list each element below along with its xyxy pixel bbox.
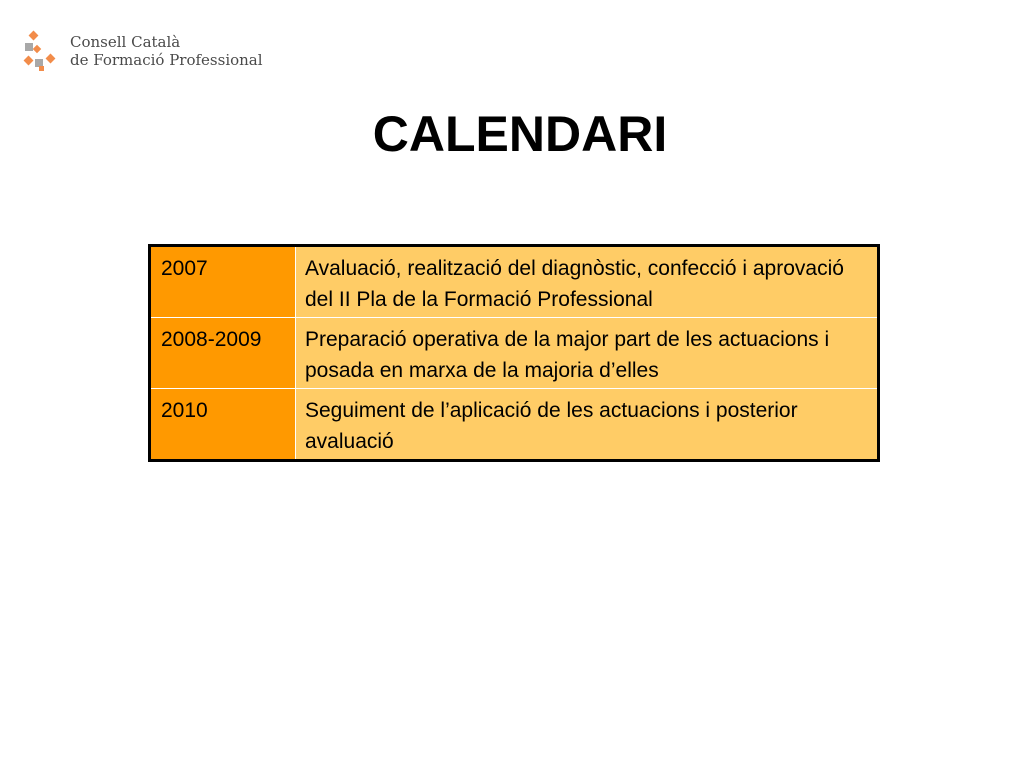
period-cell: 2008-2009 <box>150 318 296 389</box>
table-row <box>150 318 879 389</box>
period-cell: 2010 <box>150 389 296 461</box>
logo-mark-icon <box>22 30 68 76</box>
logo-text-line2: de Formació Professional <box>70 51 263 69</box>
description-cell: Seguiment de l’aplicació de les actuacions i posterior avaluació <box>296 389 879 461</box>
logo <box>22 30 312 76</box>
logo-text-line1: Consell Català <box>70 33 181 51</box>
description-cell: Avaluació, realització del diagnòstic, confecció i aprovació del II Pla de la Formació Professional <box>296 246 879 318</box>
period-cell: 2007 <box>150 246 296 318</box>
schedule-table <box>148 244 880 462</box>
table-row <box>150 246 879 318</box>
table-row <box>150 389 879 461</box>
description-cell: Preparació operativa de la major part de les actuacions i posada en marxa de la majoria d’elles <box>296 318 879 389</box>
logo-text <box>70 33 263 69</box>
page-title: CALENDARI <box>372 106 668 162</box>
